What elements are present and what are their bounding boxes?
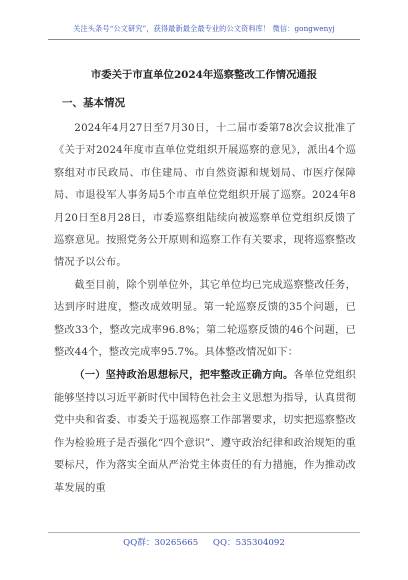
paragraph-rectification-progress: 截至目前，除个别单位外，其它单位均已完成巡察整改任务，达到序时进度，整改成效明显。第一轮巡察反馈的35个问题，已整改33个，整改完成率96.8%；第二轮巡察反馈的46个问题，已整改44个，整改完成率95.7%。具体整改情况如下：	[54, 279, 356, 359]
document-body	[54, 92, 356, 500]
document-title: 市委关于市直单位2024年巡察整改工作情况通报	[90, 69, 318, 81]
header-divider	[48, 39, 360, 40]
subsection-body: 各单位党组织能够坚持以习近平新时代中国特色社会主义思想为指导，认真贯彻党中央和省委、市委关于巡视巡察工作部署要求，切实把巡察整改作为检验班子是否强化“四个意识”、遵守政治纪律和政治规矩的重要标尺，作为落实全面从严治党主体责任的有力措施，作为推动改革发展的重	[54, 370, 356, 494]
footer-qq-group: QQ群：30265665	[123, 538, 199, 548]
subsection-heading: （一）坚持政治思想标尺，把牢整改正确方向。	[74, 369, 294, 382]
header-promo-text: 关注头条号“公文研究”，获得最新最全最专业的公文资料库！ 微信：gongwenyj	[73, 24, 335, 33]
footer-divider	[48, 532, 360, 533]
section-heading-basic-info: 一、基本情况	[62, 97, 125, 109]
footer-contacts	[0, 536, 408, 548]
footer-qq-number: QQ：535304092	[212, 538, 285, 548]
paragraph-political-standard	[54, 364, 356, 499]
paragraph-inspection-overview: 2024年4月27日至7月30日，十二届市委第78次会议批准了《关于对2024年度市直单位党组织开展巡察的意见》，派出4个巡察组对市民政局、市住建局、市自然资源和规划局、市医疗保障局、市退役军人事务局5个市直单位党组织开展了巡察。2024年8月20日至8月28日，市委巡察组陆续向被巡察单位党组织反馈了巡察意见。按照党务公开原则和巡察工作有关要求，现将巡察整改情况予以公布。	[54, 123, 356, 269]
